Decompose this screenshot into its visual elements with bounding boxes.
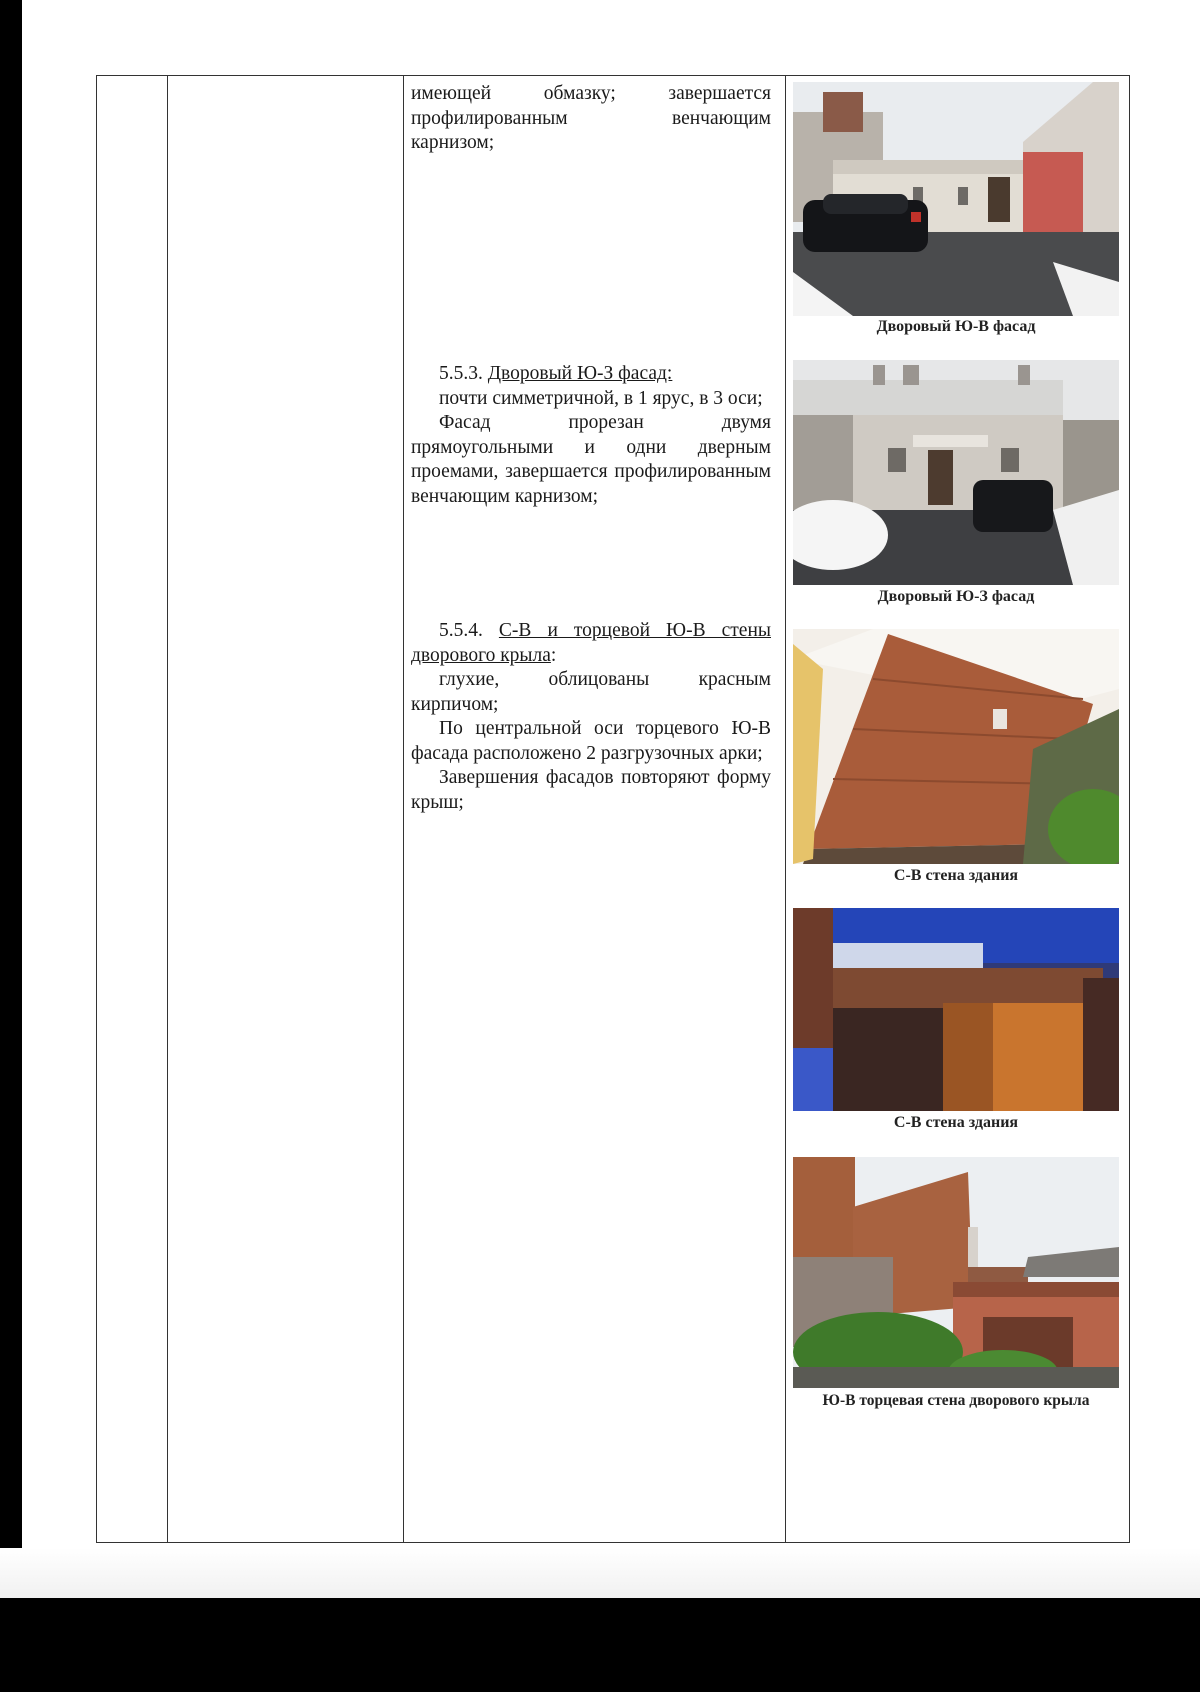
section-5-5-3 (411, 362, 771, 509)
section-heading (411, 619, 771, 668)
photo-caption: Ю-В торцевая стена дворового крыла (822, 1392, 1090, 1409)
paragraph: почти симметричной, в 1 ярус, в 3 оси; (439, 387, 763, 409)
paragraph: Завершения фасадов повторяют форму крыш; (411, 767, 771, 813)
title-colon: : (550, 644, 557, 666)
photo-caption: С-В стена здания (893, 1114, 1019, 1131)
photo-ne-wall-2 (793, 908, 1119, 1111)
photo-caption: Дворовый Ю-З фасад (877, 588, 1035, 605)
paragraph: Фасад прорезан двумя прямоугольными и одни дверным проемами, завершается профилированным венчающим карнизом; (411, 412, 771, 507)
section-number: 5.5.4. (439, 620, 483, 641)
section-5-5-4 (411, 619, 771, 815)
intro-line-3: карнизом; (411, 132, 495, 153)
photo-caption: Дворовый Ю-В фасад (876, 318, 1036, 335)
paragraph: По центральной оси торцевого Ю-В фасада расположено 2 разгрузочных арки; (411, 718, 771, 764)
paragraph: глухие, облицованы красным кирпичом; (411, 669, 771, 715)
column-divider-3 (785, 76, 786, 1542)
intro-line-2: профилированным венчающим (411, 107, 771, 129)
photo-caption: С-В стена здания (893, 867, 1019, 884)
column-divider-1 (167, 76, 168, 1542)
photo-ne-wall-1 (793, 629, 1119, 864)
scan-border-left (0, 0, 22, 1692)
photo-courtyard-sw-facade (793, 360, 1119, 585)
section-heading (411, 362, 771, 387)
intro-text (411, 82, 771, 156)
scan-shadow (0, 1548, 1200, 1598)
intro-line-1: имеющей обмазку; завершается (411, 83, 771, 104)
photo-courtyard-se-facade (793, 82, 1119, 316)
section-title: С-В и торцевой Ю-В стены дворового крыла (411, 620, 771, 666)
photo-se-end-wall (793, 1157, 1119, 1388)
section-title: Дворовый Ю-З фасад: (487, 363, 673, 384)
column-divider-2 (403, 76, 404, 1542)
scan-border-bottom (0, 1598, 1200, 1692)
section-number: 5.5.3. (439, 363, 483, 384)
